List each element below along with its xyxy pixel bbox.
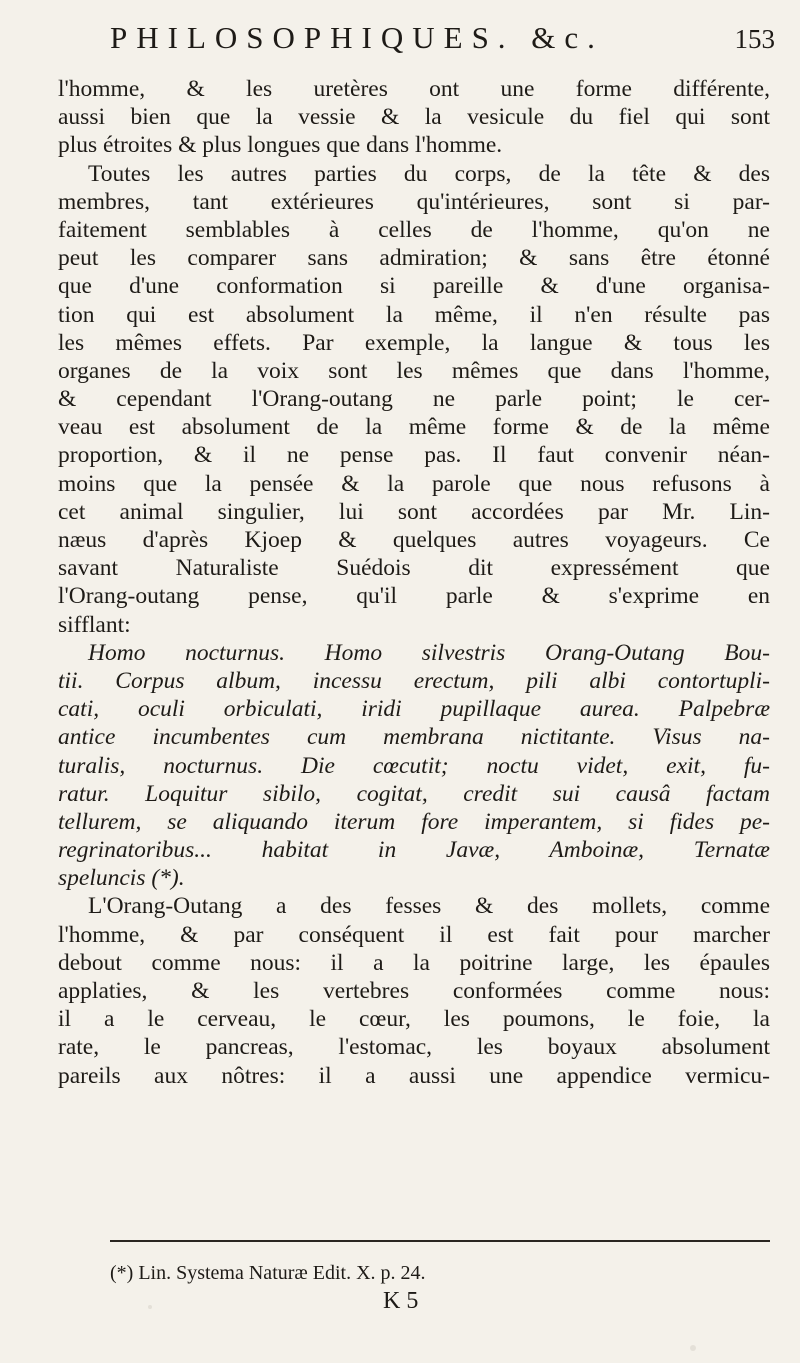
text-line: applaties, & les vertebres conformées comme nous: [58,978,770,1004]
text-line: debout comme nous: il a la poitrine large, les épaules [58,949,770,976]
text-line: l'homme, & par conséquent il est fait pour marcher [58,921,770,948]
paper-stain [690,1345,696,1351]
latin-quote-line: ratur. Loquitur sibilo, cogitat, credit sui causâ factam [58,780,770,807]
text-line: & cependant l'Orang-outang ne parle point; le cer- [58,386,770,413]
text-line: moins que la pensée & la parole que nous refusons à [58,470,770,497]
text-line: organes de la voix sont les mêmes que dans l'homme, [58,357,770,384]
text-line: proportion, & il ne pense pas. Il faut convenir néan- [58,442,770,469]
text-line: tion qui est absolument la même, il n'en résulte pas [58,301,770,328]
footnote-rule [110,1240,770,1242]
signature-mark: K 5 [383,1288,419,1314]
text-line: cet animal singulier, lui sont accordées par Mr. Lin- [58,498,770,525]
latin-quote-line: antice incumbentes cum membrana nictitante. Visus na- [58,724,770,751]
text-line: que d'une conformation si pareille & d'une organisa- [58,273,770,300]
text-line: faitement semblables à celles de l'homme, qu'on ne [58,216,770,243]
text-line: plus étroites & plus longues que dans l'homme. [58,132,503,159]
page-number: 153 [734,24,775,54]
latin-quote-line: Homo nocturnus. Homo silvestris Orang-Outang Bou- [88,639,770,666]
latin-quote-line: speluncis (*). [58,865,185,892]
latin-quote-line: cati, oculi orbiculati, iridi pupillaque aurea. Palpebræ [58,696,770,723]
paper-stain [148,1305,152,1309]
text-line: næus d'après Kjoep & quelques autres voyageurs. Ce [58,527,770,553]
text-line: l'homme, & les uretères ont une forme différente, [58,76,770,102]
text-line: pareils aux nôtres: il a aussi une appendice vermicu- [58,1062,770,1089]
latin-quote-line: regrinatoribus... habitat in Javæ, Amboinæ, Ternatæ [58,837,770,864]
text-line: veau est absolument de la même forme & de la même [58,414,770,441]
footnote: (*) Lin. Systema Naturæ Edit. X. p. 24. [110,1262,426,1284]
text-line: savant Naturaliste Suédois dit expressément que [58,555,770,582]
text-line: il a le cerveau, le cœur, les poumons, le foie, la [58,1006,770,1033]
running-head [110,20,775,60]
text-line: peut les comparer sans admiration; & sans être étonné [58,245,770,272]
text-line: membres, tant extérieures qu'intérieures, sont si par- [58,188,770,215]
body-text [58,75,770,1090]
text-line: L'Orang-Outang a des fesses & des mollets, comme [88,893,770,920]
text-line: l'Orang-outang pense, qu'il parle & s'exprime en [58,583,770,610]
text-line: aussi bien que la vessie & la vesicule du fiel qui sont [58,104,770,131]
latin-quote-line: tellurem, se aliquando iterum fore imperantem, si fides pe- [58,808,770,835]
running-title: PHILOSOPHIQUES. &c. [110,20,604,55]
latin-quote-line: tii. Corpus album, incessu erectum, pili albi contortupli- [58,667,770,694]
text-line: rate, le pancreas, l'estomac, les boyaux absolument [58,1034,770,1061]
text-line: sifflant: [58,611,131,638]
text-line: les mêmes effets. Par exemple, la langue & tous les [58,329,770,356]
text-line: Toutes les autres parties du corps, de la tête & des [88,160,770,187]
latin-quote-line: turalis, nocturnus. Die cœcutit; noctu videt, exit, fu- [58,752,770,779]
